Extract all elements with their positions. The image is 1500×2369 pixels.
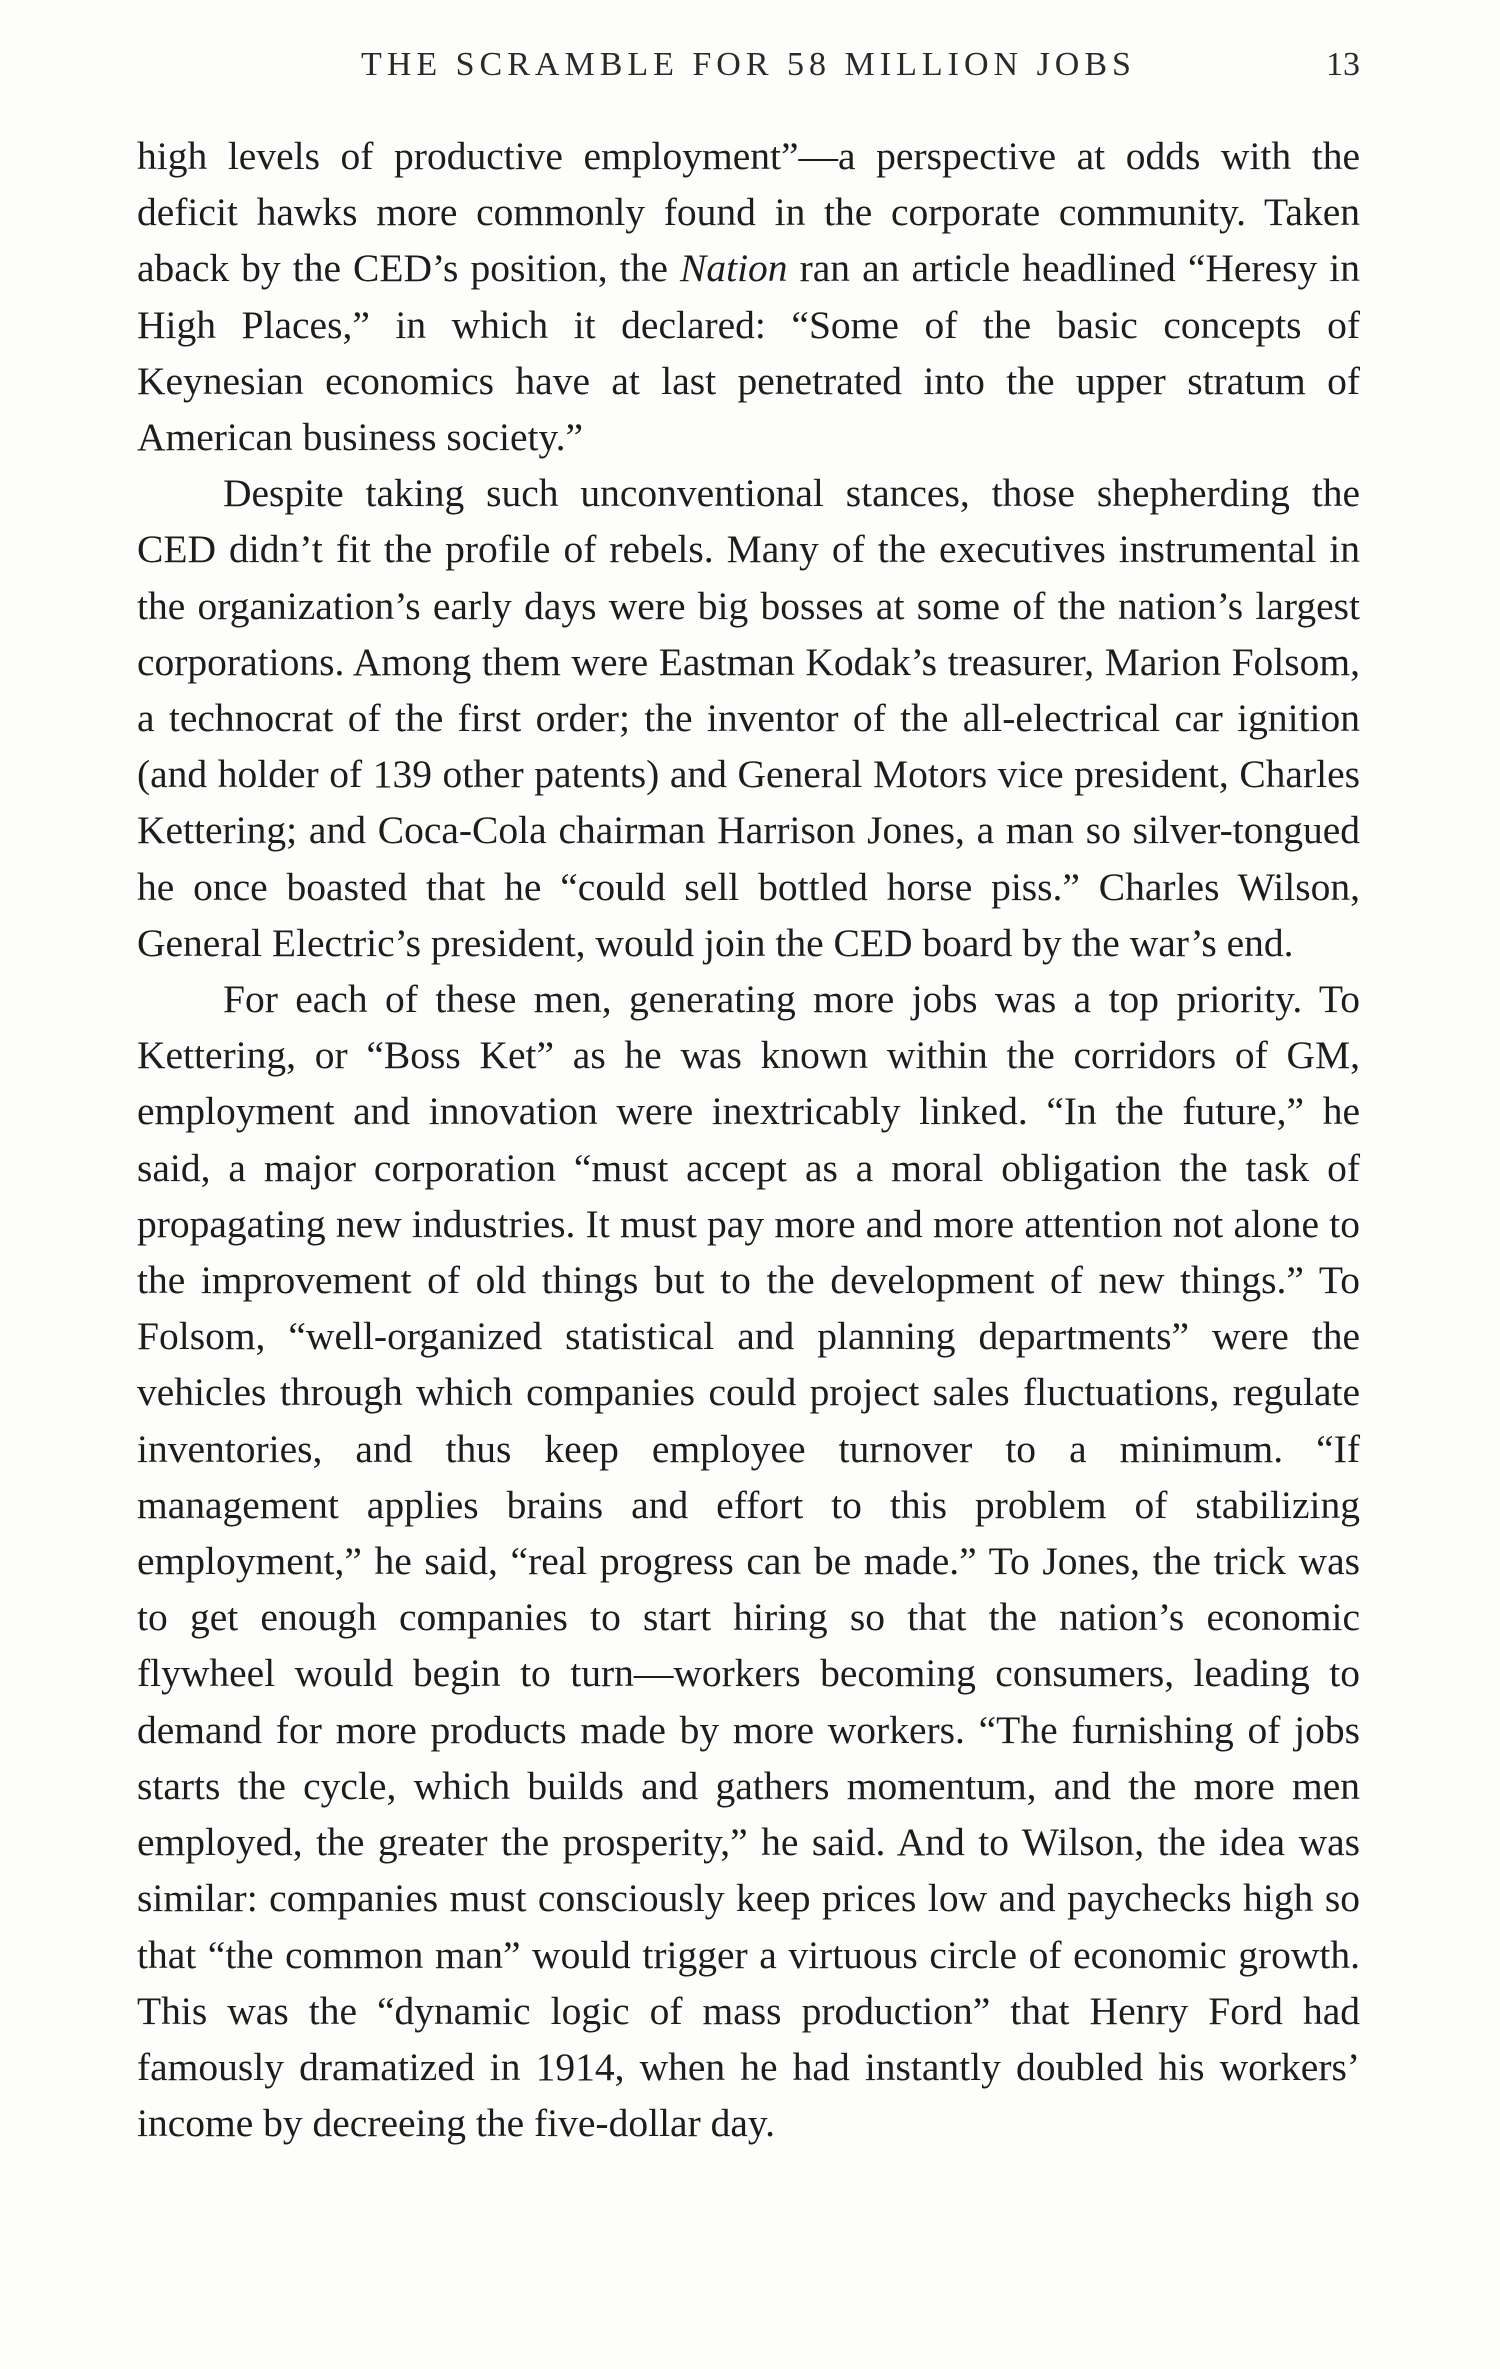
paragraph-text: high levels of productive employment”—a perspective at odds with the deficit hawks more commonly found in the corporate community. Taken aback by the CED’s position, the — [137, 134, 1360, 291]
paragraph — [137, 971, 1360, 2151]
paragraph-text: ran an article headlined “Heresy in High Places,” in which it declared: “Some of the basic concepts of Keynesian economics have at last penetrated into the upper stratum of American business society.” — [137, 246, 1361, 460]
running-title: THE SCRAMBLE FOR 58 MILLION JOBS — [361, 46, 1136, 83]
page-number: 13 — [1326, 46, 1360, 83]
running-head — [137, 40, 1360, 90]
paragraph-text: For each of these men, generating more jobs was a top priority. To Kettering, or “Boss Ket” as he was known within the corridors of GM, employment and innovation were inextricably linked. “In the future,” he said, a major corporation “must accept as a moral obligation the task of propagating new industries. It must pay more and more attention not alone to the improvement of old things but to the development of new things.” To Folsom, “well-organized statistical and planning departments” were the vehicles through which companies could project sales fluctuations, regulate inventories, and thus keep employee turnover to a minimum. “If management applies brains and effort to this problem of stabilizing employment,” he said, “real progress can be made.” To Jones, the trick was to get enough companies to start hiring so that the nation’s economic flywheel would begin to turn—workers becoming consumers, leading to demand for more products made by more workers. “The furnishing of jobs starts the cycle, which builds and gathers momentum, and the more men employed, the greater the prosperity,” he said. And to Wilson, the idea was similar: companies must consciously keep prices low and paychecks high so that “the common man” would trigger a virtuous circle of economic growth. This was the “dynamic logic of mass production” that Henry Ford had famously dramatized in 1914, when he had instantly doubled his workers’ income by decreeing the five-dollar day. — [137, 977, 1360, 2146]
paragraph — [137, 465, 1360, 971]
body-text — [137, 128, 1360, 2151]
paragraph-text: Despite taking such unconventional stances, those shepherding the CED didn’t fit the profile of rebels. Many of the executives instrumental in the organization’s early days were big bosses at some of the nation’s largest corporations. Among them were Eastman Kodak’s treasurer, Marion Folsom, a technocrat of the first order; the inventor of the all-electrical car ignition (and holder of 139 other patents) and General Motors vice president, Charles Kettering; and Coca-Cola chairman Harrison Jones, a man so silver-tongued he once boasted that he “could sell bottled horse piss.” Charles Wilson, General Electric’s president, would join the CED board by the war’s end. — [137, 471, 1360, 965]
publication-title: Nation — [680, 246, 788, 291]
paragraph — [137, 128, 1360, 465]
